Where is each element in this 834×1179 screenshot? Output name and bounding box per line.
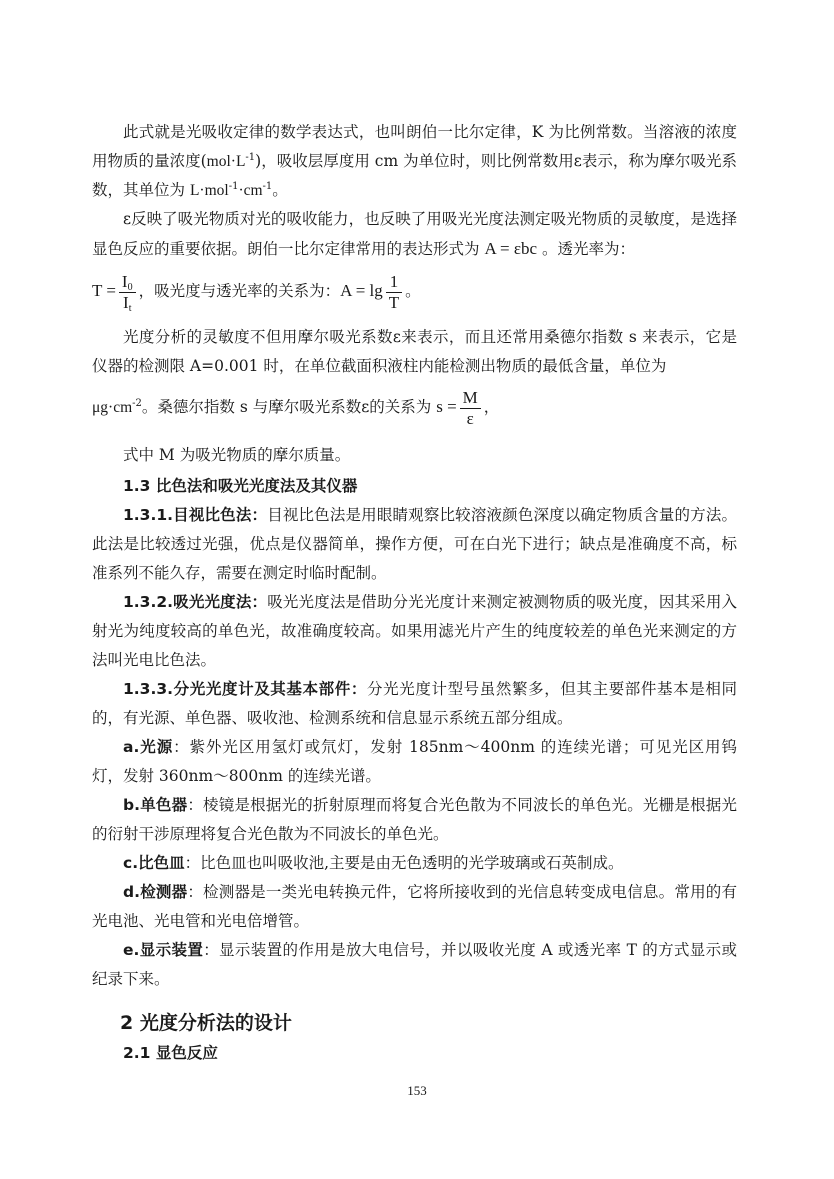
page-number: 153 bbox=[407, 1083, 427, 1098]
unit: L·mol bbox=[189, 182, 229, 199]
paragraph-label: b.单色器 bbox=[123, 796, 188, 814]
text: )，吸收层厚度用 cm 为单位时，则比例常数用ε表示，称为摩尔吸光系数，其单位为 bbox=[92, 152, 737, 199]
unit: μg·cm bbox=[92, 399, 133, 416]
formula-t-lhs: T = bbox=[92, 281, 116, 300]
paragraph-detector bbox=[92, 878, 737, 936]
paragraph-absorption-photometry bbox=[92, 588, 737, 675]
numerator: 1 bbox=[386, 272, 402, 293]
text: 分光光度计型号虽然繁多，但其主要部件基本是相同的，有光源、单色器、吸收池、检测系统和信息显示系统五部分组成。 bbox=[92, 680, 737, 727]
paragraph-label: 1.3.2.吸光光度法： bbox=[123, 593, 268, 611]
text: ：检测器是一类光电转换元件，它将所接收到的光信息转变成电信息。常用的有光电池、光电管和光电倍增管。 bbox=[92, 883, 737, 930]
text: 目视比色法是用眼睛观察比较溶液颜色深度以确定物质含量的方法。此法是比较透过光强，优点是仪器简单，操作方便，可在白光下进行；缺点是准确度不高，标准系列不能久存，需要在测定时临时配制。 bbox=[92, 506, 737, 582]
section-heading-2-1: 2.1 显色反应 bbox=[123, 1044, 218, 1062]
text: 。透光率为： bbox=[537, 240, 635, 258]
paragraph-epsilon bbox=[92, 205, 737, 264]
paragraph-visual-colorimetry bbox=[92, 501, 737, 588]
paragraph-monochromator bbox=[92, 791, 737, 849]
paragraph-light-source bbox=[92, 733, 737, 791]
text: 光度分析的灵敏度不但用摩尔吸光系数ε来表示，而且还常用桑德尔指数 s 来表示，它是仪器的检测限 A=0.001 时，在单位截面积液柱内能检测出物质的最低含量，单位为 bbox=[92, 328, 737, 375]
exponent: -1 bbox=[228, 181, 239, 192]
subscript: 0 bbox=[127, 281, 133, 293]
paragraph-transmittance bbox=[92, 268, 737, 314]
numerator: M bbox=[460, 388, 481, 409]
numerator: I bbox=[121, 271, 128, 291]
text: ε反映了吸光物质对光的吸收能力，也反映了用吸光光度法测定吸光物质的灵敏度，是选择显色反应的重要依据。朗伯一比尔定律常用的表达形式为 bbox=[92, 210, 737, 258]
paragraph-sensitivity bbox=[92, 323, 737, 381]
text: ：显示装置的作用是放大电信号，并以吸收光度 A 或透光率 T 的方式显示或纪录下来。 bbox=[92, 941, 737, 988]
section-heading-1-3: 1.3 比色法和吸光光度法及其仪器 bbox=[123, 477, 358, 495]
text: ，吸光度与透光率的关系为： bbox=[138, 282, 341, 300]
fraction-transmittance bbox=[119, 272, 136, 313]
formula-absorbance: A = εbc bbox=[484, 239, 538, 258]
paragraph-label: 1.3.1.目视比色法： bbox=[123, 506, 268, 524]
formula-s-lhs: s = bbox=[436, 397, 457, 416]
paragraph-spectrophotometer bbox=[92, 675, 737, 733]
paragraph-label: a.光源 bbox=[123, 738, 174, 756]
text: 。 bbox=[405, 282, 421, 300]
section-heading-2: 2 光度分析法的设计 bbox=[120, 1012, 292, 1034]
text: ：紫外光区用氢灯或氘灯，发射 185nm～400nm 的连续光谱；可见光区用钨灯，发射 360nm～800nm 的连续光谱。 bbox=[92, 738, 737, 785]
paragraph-label: d.检测器 bbox=[123, 883, 188, 901]
text: ：比色皿也叫吸收池,主要是由无色透明的光学玻璃或石英制成。 bbox=[184, 854, 624, 872]
denominator: I bbox=[123, 292, 129, 312]
exponent: -2 bbox=[132, 398, 142, 409]
unit: ·cm bbox=[238, 182, 263, 199]
exponent: -1 bbox=[245, 152, 256, 163]
text: 此式就是光吸收定律的数学表达式，也叫朗伯一比尔定律，K 为比例常数。当溶液的浓度用物质的量浓度( bbox=[92, 123, 737, 170]
exponent: -1 bbox=[262, 181, 273, 192]
text: 。 bbox=[272, 181, 288, 199]
paragraph-display bbox=[92, 936, 737, 994]
text: ：棱镜是根据光的折射原理而将复合光色散为不同波长的单色光。光栅是根据光的衍射干涉原理将复合光色散为不同波长的单色光。 bbox=[92, 796, 737, 843]
fraction-absorbance bbox=[386, 272, 402, 313]
paragraph-cuvette bbox=[92, 849, 737, 878]
unit: mol·L bbox=[206, 153, 246, 170]
paragraph-label: c.比色皿 bbox=[123, 854, 185, 872]
paragraph-label: e.显示装置 bbox=[123, 941, 204, 959]
paragraph-sandell bbox=[92, 384, 737, 431]
formula-a-lhs: A = lg bbox=[340, 281, 383, 300]
paragraph-molar-mass: 式中 M 为吸光物质的摩尔质量。 bbox=[123, 446, 351, 464]
text: 。桑德尔指数 s 与摩尔吸光系数ε的关系为 bbox=[141, 398, 437, 416]
denominator: T bbox=[388, 292, 400, 312]
text: ， bbox=[483, 398, 500, 416]
paragraph-beer-lambert-law bbox=[92, 118, 737, 205]
denominator: ε bbox=[466, 408, 474, 428]
subscript: t bbox=[128, 302, 132, 314]
fraction-sandell bbox=[460, 388, 481, 429]
paragraph-label: 1.3.3.分光光度计及其基本部件： bbox=[123, 680, 367, 698]
text: 吸光光度法是借助分光光度计来测定被测物质的吸光度，因其采用入射光为纯度较高的单色光，故准确度较高。如果用滤光片产生的纯度较差的单色光来测定的方法叫光电比色法。 bbox=[92, 593, 737, 669]
